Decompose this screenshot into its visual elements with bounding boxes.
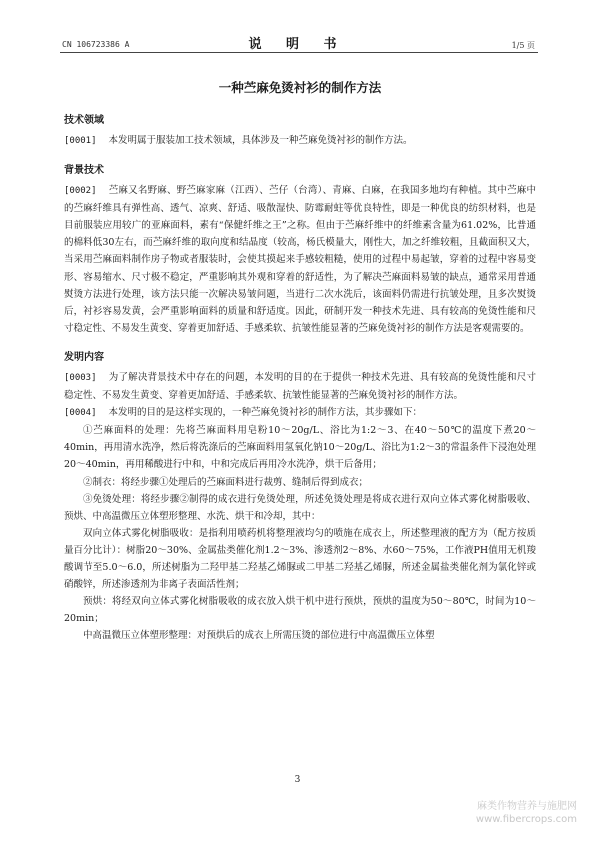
step-1-fabric-treatment: ①苎麻面料的处理：先将苎麻面料用皂粉10～20g/L、浴比为1:2～3、在40～50℃的温度下煮20～40min，再用清水洗净，然后将洗涤后的苎麻面料用氢氧化钠10～20g/L、浴比为1:2～3的常温条件下浸泡处理20～40min，再用稀酸进行中和，中和完成后再用冷水洗净，烘干后备用； <box>64 425 536 471</box>
page-number: 3 <box>294 775 301 785</box>
document-title: 一种苎麻免烫衬衫的制作方法 <box>218 80 382 95</box>
watermark-site-name: 麻类作物营养与施肥网 <box>477 801 577 812</box>
publication-number: CN 106723386 A <box>62 40 130 49</box>
heading-summary: 发明内容 <box>64 351 104 363</box>
paragraph-text: 为了解决背景技术中存在的问题，本发明的目的在于提供一种技术先进、具有较高的免烫性能和尺寸稳定性、不易发生黄变、穿着更加舒适、手感柔软、抗皱性能显著的苎麻免烫衬衫的制作方法。 <box>64 371 536 402</box>
page-of-total: 1/5 页 <box>511 41 535 50</box>
watermark-url: www.fibercrops.com <box>475 814 577 825</box>
paragraph-number: [0002] <box>64 186 97 197</box>
paragraph-0001 <box>64 132 536 150</box>
resin-absorption-paragraph: 双向立体式雾化树脂吸收：是指利用喷药机将整理液均匀的喷施在成衣上，所述整理液的配方为（配方按质量百分比计）：树脂20～30%、金属盐类催化剂1.2～3%、渗透剂2～8%、水60～75%，工作液PH值用无机羧酸调节至5.0～6.0，所述树脂为二羟甲基二羟基乙烯脲或二甲基二羟基乙烯脲，所述金属盐类催化剂为氯化锌或硝酸锌，所述渗透剂为非离子表面活性剂； <box>64 527 536 591</box>
paragraph-number: [0001] <box>64 136 97 146</box>
document-body <box>64 78 536 644</box>
shaping-paragraph: 中高温微压立体塑形整理：对预烘后的成衣上所需压烫的部位进行中高温微压立体塑 <box>83 630 435 642</box>
page-header <box>0 28 595 50</box>
prebake-paragraph: 预烘：将经双向立体式雾化树脂吸收的成衣放入烘干机中进行预烘，预烘的温度为50～80℃，时间为10～20min； <box>64 596 536 625</box>
step-3-non-iron-treatment: ③免烫处理：将经步骤②制得的成衣进行免烫处理，所述免烫处理是将成衣进行双向立体式雾化树脂吸收、预烘、中高温微压立体塑形整理、水洗、烘干和冷却，其中： <box>64 493 536 522</box>
step-2-garment-making: ②制衣：将经步骤①处理后的苎麻面料进行裁剪、缝制后得到成衣； <box>83 476 369 488</box>
heading-tech-field: 技术领域 <box>64 115 104 126</box>
paragraph-0004 <box>64 404 536 422</box>
document-type: 说 明 书 <box>248 37 347 52</box>
header-rule <box>60 52 538 53</box>
paragraph-text: 本发明的目的是这样实现的，一种苎麻免烫衬衫的制作方法，其步骤如下： <box>108 407 423 419</box>
heading-background: 背景技术 <box>64 165 104 177</box>
paragraph-number: [0003] <box>64 372 97 383</box>
paragraph-text: 苎麻又名野麻、野苎麻家麻（江西）、苎仔（台湾）、青麻、白麻，在我国多地均有种植。其中苎麻中的苎麻纤维具有弹性高、透气、凉爽、舒适、吸散湿快、防霉耐蛀等优良特性，即是一种优良的纺织材料，也是目前服装应用较广的亚麻面料，素有“保健纤维之王”之称。但由于苎麻纤维中的纤维素含量为61.02%，比普通的棉料低30左右，而苎麻纤维的取向度和结晶度（较高，杨氏模量大，刚性大，加之纤维较粗，且截面积又大，当采用苎麻面料制作房子物或者服装时，会使其摸起来手感较粗糙，使用的过程中易起皱，穿着的过程中容易变形、容易缩水、尺寸极不稳定，严重影响其外观和穿着的舒适性，为了解决苎麻面料易皱的缺点，通常采用普通熨烫方法进行处理，该方法只能一次解决易皱问题，当进行二次水洗后，该面料仍需进行抗皱处理，且多次熨烫后，衬衫容易发黄，会严重影响面料的质量和舒适度。因此，研制开发一种技术先进、具有较高的免烫性能和尺寸稳定性、不易发生黄变、穿着更加舒适、手感柔软、抗皱性能显著的苎麻免烫衬衫的制作方法是客观需要的。 <box>64 185 536 334</box>
paragraph-number: [0004] <box>64 408 97 419</box>
paragraph-0003 <box>64 369 536 404</box>
paragraph-text: 本发明属于服装加工技术领域，具体涉及一种苎麻免烫衬衫的制作方法。 <box>108 135 413 146</box>
paragraph-0002 <box>64 182 536 337</box>
site-watermark <box>476 800 577 826</box>
